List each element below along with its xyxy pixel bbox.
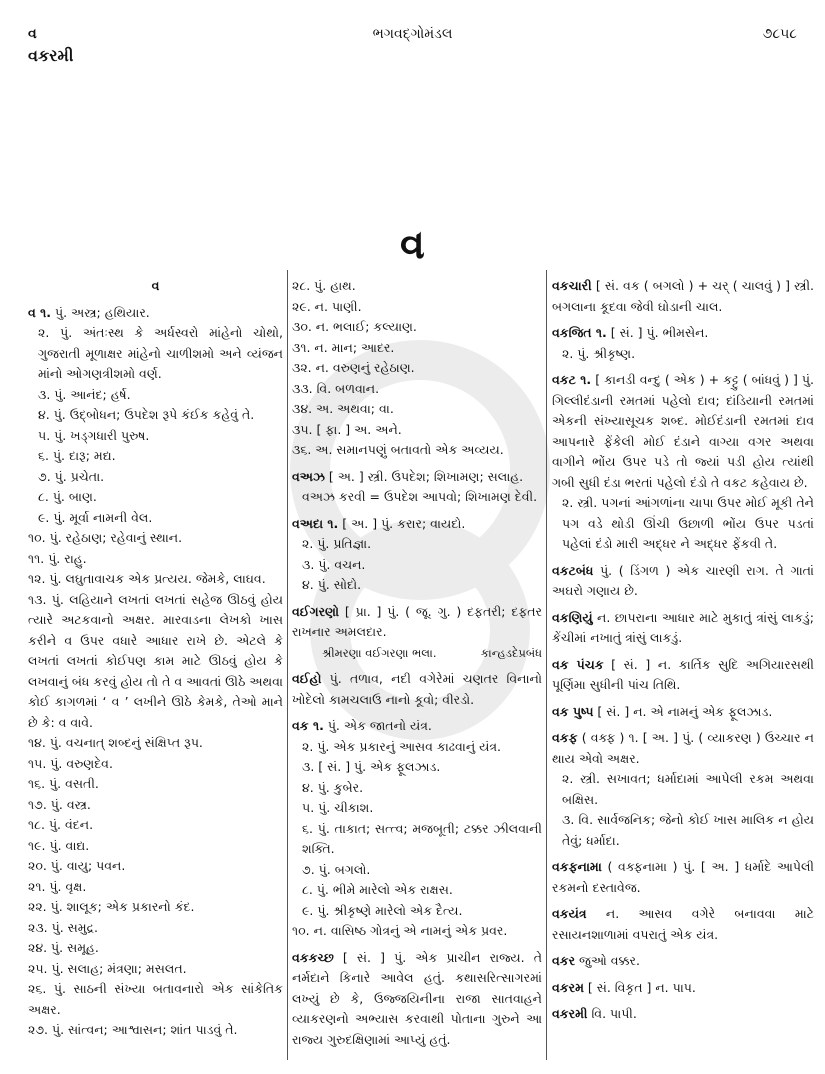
headword: વક પુષ્પ [552,703,594,719]
definition: ૨. પું. શ્રીકૃષ્ણ. [562,345,636,361]
definition: પું. ( ડિંગળ ) એક ચારણી રાગ. તે ગાતાં અઘરો ગણાય છે. [552,562,814,598]
entry-sense [552,344,814,365]
definition: ન. છાપરાના આધાર માટે મુકાતું ત્રાંસું લાકડું; કેંચીમાં નખાતું ત્રાંસું લાકડું. [552,609,814,645]
entry-sense [28,323,283,385]
entry-sense [292,819,542,860]
headword: વકટ ૧. [552,372,592,387]
entry-sense [292,440,542,461]
entry-sense [292,737,542,758]
definition: ૧૯. પું. વાદ્ય. [28,837,90,853]
dictionary-entry [292,514,542,535]
quote-text: શ્રીમરણા વઈગરણા ભલા. [322,645,437,660]
definition: ૫. પું. ચીકાશ. [302,800,374,815]
entry-sense [552,810,814,851]
entry-sense [28,918,283,939]
definition: ૨૪. પું. સમૂહ. [28,940,99,955]
entry-sense [28,590,283,734]
entry-sense [28,1020,283,1041]
entry-sense [292,276,542,297]
column-2 [292,276,542,1050]
entry-sense [28,897,283,918]
definition: ૧૫. પું. વરુણદેવ. [28,755,113,771]
definition: ૯. પું. શ્રીકૃષ્ણે મારેલો એક દૈત્ય. [302,902,463,918]
entry-sense [28,467,283,488]
definition: ૩. વિ. સાર્વજનિક; જેનો કોઈ ખાસ માલિક ન હોય તેવું; ધર્માદા. [562,812,814,848]
dictionary-entry [552,904,814,945]
headword: વકયંત્ર [552,906,587,921]
dictionary-entry [552,323,814,344]
entry-sense [28,795,283,816]
definition: ૨૬. પું. સાઠની સંખ્યા બતાવનારો એક સાંકેતિક અક્ષર. [28,981,283,1017]
entry-sense [28,856,283,877]
definition: [ અ. ] સ્ત્રી. ઉપદેશ; શિખામણ; સલાહ. [324,468,524,484]
dictionary-entry [552,276,814,317]
headword: વકરમી [552,1006,588,1021]
headword: વઈગરણો [292,603,340,619]
entry-sense [292,757,542,778]
headword: વકટબંધ [552,562,594,578]
definition: ૨૨. પું. શાલૂક; એક પ્રકારનો કંદ. [28,899,195,914]
definition: ૨૦. પું. વાયુ; પવન. [28,858,126,873]
entry-sense [292,860,542,881]
definition: ૨. પું. એક પ્રકારનું આસવ કાઢવાનું યંત્ર. [302,738,501,754]
headword: વકકચ્છ [292,949,334,965]
dictionary-entry [552,857,814,898]
definition: ૧૪. પું. વચનાત્ શબ્દનું સંક્ષિપ્ત રૂપ. [28,735,203,750]
entry-sense [552,493,814,555]
column-divider [546,270,547,1060]
dictionary-entry [292,669,542,710]
entry-sense [292,798,542,819]
dictionary-entry [552,978,814,999]
definition: ૬. પું. તાકાત; સત્ત્વ; મજબૂતી; ટક્કર ઝીલવાની શક્તિ. [302,820,542,856]
headword: વકચારી [552,278,592,293]
headword: વ [151,278,160,293]
definition: ૨. સ્ત્રી. સખાવત; ધર્માદામાં આપેલી રકમ અથવા બક્ષિસ. [562,771,814,807]
column-1 [28,276,283,1041]
headword: વઅઝ [292,468,325,484]
entry-sense [28,959,283,980]
definition: ન. આસવ વગેરે બનાવવા માટે રસાયનશાળામાં વપરાતું એક યંત્ર. [552,906,814,942]
definition: ૧૧. પું. રાહુ. [28,550,87,566]
entry-sense [28,754,283,775]
dictionary-entry [552,728,814,769]
entry-sense [292,534,542,555]
definition: ૪. પું. સોદો. [302,577,362,592]
definition: ( વક્ફ ) ૧. [ અ. ] પું. ( વ્યાકરણ ) ઉચ્ચાર ન થાય એવો અક્ષર. [552,730,814,766]
definition: [ સં. ] પું. એક પ્રાચીન રાજ્ય. તે નર્મદાને કિનારે આવેલ હતું. કથાસરિત્સાગરમાં લખ્યું છે કે, ઉજ્જયિનીના રાજા સાતવાહને વ્યાકરણનો અભ્યાસ કરવાથી પોતાના ગુરુને આ રાજ્ય ગુરુદક્ષિણામાં આપ્યું હતું. [292,949,542,1047]
entry-sense [28,446,283,467]
definition: ૩૨. ન. વરુણનું રહેઠાણ. [292,360,415,375]
definition: ૪. પું. કુબેર. [302,779,364,795]
definition: ૨૩. પું. સમુદ્ર. [28,919,98,935]
definition: જુઓ વક્કર. [575,953,640,968]
entry-sense [28,385,283,406]
entry-sense [28,877,283,898]
header-guide-word: વકરમી [28,46,74,65]
entry-sense [28,487,283,508]
definition: ૯. પું. મૂર્વા નામની વેલ. [38,509,153,525]
entry-sense [292,297,542,318]
entry-sense [292,317,542,338]
entry-sense [28,979,283,1020]
entry-sense [28,405,283,426]
headword: વઈહો [292,671,322,686]
definition: [ અ. ] પું. કરાર; વાયદો. [338,515,466,531]
column-3 [552,276,814,1025]
headword: વ ૧. [28,304,52,320]
definition: ૨. પું. પ્રતિજ્ઞા. [302,536,372,551]
entry-sense [292,901,542,922]
definition: ૧૦. ન. વાસિષ્ઠ ગોત્રનું એ નામનું એક પ્રવર. [292,923,508,938]
definition: ૧૨. પું. લઘુતાવાચક એક પ્રત્યય. જેમકે, લાઘવ. [28,571,266,586]
headword: વકફ [552,730,578,745]
definition: ૮. પું. ભીમે મારેલો એક રાક્ષસ. [302,882,453,897]
dictionary-entry [28,303,283,324]
entry-sense [292,880,542,901]
dictionary-entry [28,276,283,297]
dictionary-entry [292,948,542,1051]
headword: વક પંચક [552,656,604,672]
quotation [292,643,542,664]
definition: ૨૮. પું. હાથ. [292,278,356,293]
definition: પું. એક જાતનો યંત્ર. [323,718,432,733]
page-number: ૭૮૫૮ [762,26,797,42]
entry-sense [28,508,283,529]
definition: ૪. પું. ઉદ્બોધન; ઉપદેશ રૂપે કંઈક કહેવું તે. [38,407,255,422]
definition: [ સં. વક ( બગલો ) + ચર્ ( ચાલવું ) ] સ્ત્રી. બગલાના કૂદવા જેવી ઘોડાની ચાલ. [552,278,814,314]
entry-sense [292,338,542,359]
definition: ૧૩. પું. લહિયાને લખતાં લખતાં સહેજ ઊઠવું હોય ત્યારે અટકવાનો અક્ષર. મારવાડના લેખકો ખાસ કરીને વ ઉપર વધારે આધાર રાખે છે. એટલે કે લખતાં લખતાં કોઈપણ કામ માટે ઊઠવું હોય કે લખવાનું બંધ કરવું હોય તો તે વ આવતાં ઊઠે અથવા કોઈ કાગળમાં ‘ વ ’ લખીને ઊઠે કેમકે, તેઓ માને છે કે: વ વાવે. [28,591,283,730]
dictionary-entry [552,702,814,723]
definition: ૭. પું. બગલો. [302,861,371,877]
definition: [ કાનડી વન્દુ ( એક ) + કટ્ટુ ( બાંધવું ) ] પું. ગિલ્લીદંડાની રમતમાં પહેલો દાવ; દાંડિયાની રમતમાં એકની સંખ્યાસૂચક શબ્દ. મોઈદંડાની રમતમાં દાવ આપનારે ફેંકેલી મોઈ દંડાને વાગ્યા વગર અથવા વાગીને ભોંય ઉપર પડે તો જ્યાં પડી હોય ત્યાંથી ગબી સુધી દંડા ભરતાં પહેલો દંડો તે વકટ કહેવાય છે. [552,372,814,490]
entry-sense [28,836,283,857]
definition: [ સં. ] પું. ભીમસેન. [606,325,709,340]
headword: વક ૧. [292,718,324,733]
entry-sense [292,358,542,379]
definition: વિ. પાપી. [587,1006,637,1021]
entry-sense [292,778,542,799]
dictionary-entry [552,655,814,696]
definition: [ સં. ] ન. એ નામનું એક ફૂલઝાડ. [593,703,773,719]
column-divider [287,270,288,1060]
entry-sense [292,420,542,441]
definition: ૨૧. પું. વૃક્ષ. [28,878,87,894]
entry-sense [28,528,283,549]
definition: ૧૬. પું. વસતી. [28,776,99,791]
definition: ૨૯. ન. પાણી. [292,298,362,314]
entry-sense [292,487,542,508]
headword: વકર [552,953,576,968]
entry-sense [28,426,283,447]
definition: ૬. પું. દારૂ; મદ્ય. [38,448,116,463]
dictionary-entry [552,561,814,602]
definition: ૩૬. અ. સમાનપણું બતાવતો એક અવ્યય. [292,442,504,457]
definition: ( વક્ફનામા ) પું. [ અ. ] ધર્માદે આપેલી રકમનો દસ્તાવેજ. [552,859,814,895]
entry-sense [292,921,542,942]
definition: ૩૪. અ. અથવા; વા. [292,401,394,416]
definition: ૨૫. પું. સલાહ; મંત્રણા; મસલત. [28,960,187,976]
dictionary-entry [292,467,542,488]
section-letter: વ [400,222,425,268]
definition: ૩૧. ન. માન; આદર. [292,339,395,355]
definition: ૩૫. [ ફા. ] અ. અને. [292,421,402,437]
headword: વઅદા ૧. [292,515,339,531]
entry-sense [552,769,814,810]
headword: વકણિયું [552,609,593,625]
dictionary-entry [292,602,542,643]
entry-sense [292,575,542,596]
definition: ૨. સ્ત્રી. પગનાં આંગળાંના ચાપા ઉપર મોઈ મૂકી તેને પગ વડે થોડી ઊંચી ઉછાળી ભોંય ઉપર પડતાં પહેલાં દંડો મારી અદ્ધર ને અદ્ધર ફેંકવી તે. [562,495,814,551]
entry-sense [292,399,542,420]
definition: ૧૮. પું. વંદન. [28,817,94,832]
entry-sense [28,774,283,795]
dictionary-entry [552,1004,814,1025]
entry-sense [28,938,283,959]
entry-sense [292,379,542,400]
entry-sense [28,815,283,836]
header-letter: વ [28,26,37,42]
definition: ૨૭. પું. સાંત્વન; આશ્વાસન; શાંત પાડવું તે. [28,1022,238,1037]
quote-source: કાન્હડદેપ્રબંધ [480,645,542,660]
entry-sense [28,733,283,754]
definition: ૩. [ સં. ] પું. એક ફૂલઝાડ. [302,759,441,774]
definition: ૩. પું. આનંદ; હર્ષ. [38,386,131,402]
header-title: ભગવદ્ગોમંડલ [372,26,453,42]
headword: વકજિત ૧. [552,325,607,340]
definition: પું. તળાવ, નદી વગેરેમાં ચણતર વિનાનો ખોદેલો કામચલાઉ નાનો કૂવો; વીરડો. [292,671,542,707]
entry-sense [28,549,283,570]
entry-sense [292,555,542,576]
definition: ૩. પું. વચન. [302,556,366,572]
definition: [ સં. ] ન. કાર્તિક સુદિ અગિયારસથી પૂર્ણિમા સુધીની પાંચ તિથિ. [552,656,815,692]
definition: પું. અસ્ત્ર; હથિયાર. [51,304,150,320]
definition: [ પ્રા. ] પું. ( જૂ. ગુ. ) દફતરી; દફતર રાખનાર અમલદાર. [292,603,542,639]
dictionary-entry [552,951,814,972]
dictionary-entry [552,608,814,649]
dictionary-entry [552,370,814,493]
definition: ૫. પું. ખડ્ગધારી પુરુષ. [38,427,150,443]
definition: ૮. પું. બાણ. [38,489,97,504]
definition: ૩૩. વિ. બળવાન. [292,380,380,396]
definition: ૧૭. પું. વસ્ત્ર. [28,796,91,812]
definition: ૩૦. ન. ભલાઈ; કલ્યાણ. [292,319,417,334]
definition: [ સં. વિકૃત ] ન. પાપ. [583,979,696,995]
dictionary-entry [292,716,542,737]
headword: વકરમ [552,979,584,995]
definition: વઅઝ કરવી = ઉપદેશ આપવો; શિખામણ દેવી. [302,489,538,504]
definition: ૧૦. પું. રહેઠાણ; રહેવાનું સ્થાન. [28,530,183,545]
entry-sense [28,569,283,590]
definition: ૭. પું. પ્રચેતા. [38,468,105,484]
headword: વકફનામા [552,859,602,874]
definition: ૨. પું. અંતઃસ્થ કે અર્ધસ્વરો માંહેનો ચોથો, ગુજરાતી મૂળાક્ષર માંહેનો ચાળીશમો અને વ્યંજન માંનો ઓગણત્રીશમો વર્ણ. [38,325,283,381]
